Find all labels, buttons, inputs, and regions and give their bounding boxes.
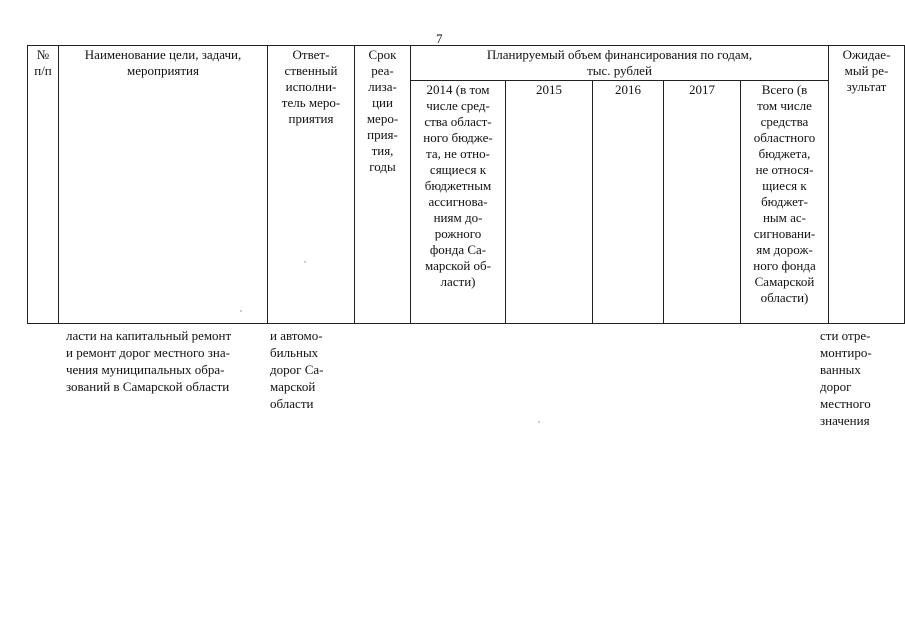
col-2017-header: 2017 bbox=[664, 81, 741, 324]
page-number: 7 bbox=[436, 31, 443, 46]
scan-speck bbox=[538, 421, 540, 423]
col-total-header: Всего (в том числе средства областного бюджета, не относя- щиеся к бюджет- ным ас- сигновани- ям дорож- ного фонда Самарской области) bbox=[741, 81, 829, 324]
col-term-header: Срок реа- лиза- ции меро- прия- тия, годы bbox=[355, 46, 411, 324]
financing-table-header bbox=[27, 45, 905, 324]
col-responsible-header: Ответ- ственный исполни- тель меро- приятия bbox=[268, 46, 355, 324]
scan-speck bbox=[240, 310, 242, 312]
col-2016-header: 2016 bbox=[593, 81, 664, 324]
col-result-header: Ожидае- мый ре- зультат bbox=[829, 46, 905, 324]
continuation-result-text: сти отре- монтиро- ванных дорог местного значения bbox=[820, 328, 872, 428]
scan-speck bbox=[304, 261, 306, 263]
continuation-responsible-text: и автомо- бильных дорог Са- марской области bbox=[270, 328, 324, 411]
col-funding-header: Планируемый объем финансирования по годам, тыс. рублей bbox=[411, 46, 829, 81]
col-name-header: Наименование цели, задачи, мероприятия bbox=[59, 46, 268, 324]
continuation-name-text: ласти на капитальный ремонт и ремонт дорог местного зна- чения муниципальных обра- зований в Самарской области bbox=[66, 328, 232, 394]
col-2014-header: 2014 (в том числе сред- ства област- ного бюдже- та, не отно- сящиеся к бюджетным ассигнова- ниям до- рожного фонда Са- марской об- ласти) bbox=[411, 81, 506, 324]
col-number-header: № п/п bbox=[28, 46, 59, 324]
col-2015-header: 2015 bbox=[506, 81, 593, 324]
